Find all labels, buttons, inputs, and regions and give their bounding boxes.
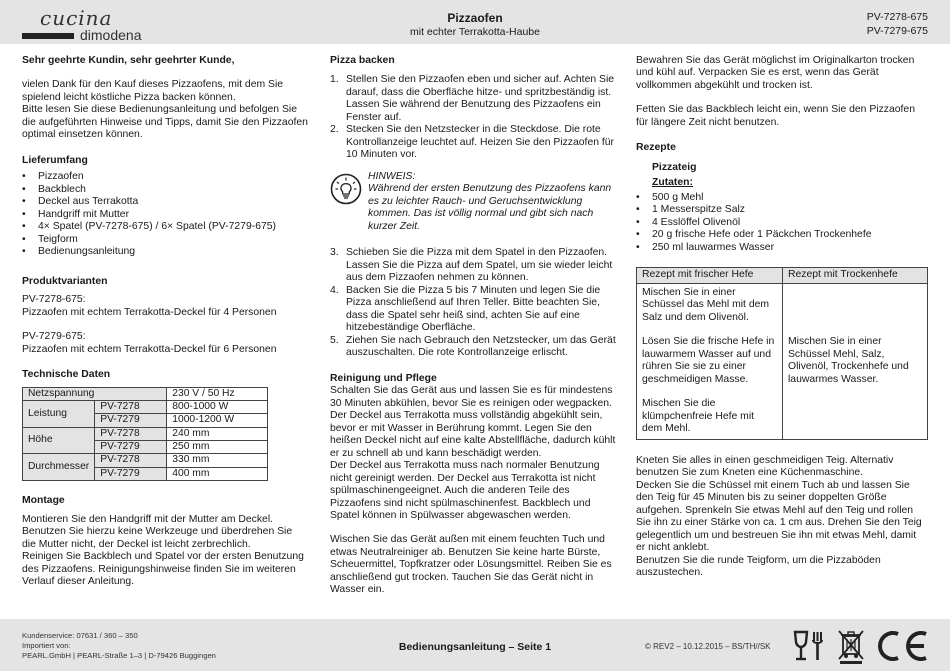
list-item: • 250 ml lauwarmes Wasser [636,242,928,254]
knead-paragraph: Decken Sie die Schüssel mit einem Tuch ab und lassen Sie den Teig für 45 Minuten bis zu seiner doppelten Größe aufgehen. Sprenkeln Sie etwas Mehl auf den Teig und rollen Sie ihn zu einer Stärke von ca. 1 cm aus. Drehen Sie den Teig gelegentlich um und bestreuen Sie ihn mit etwas Mehl, damit er nicht anklebt. [636,479,922,554]
list-item [330,74,616,124]
list-item [330,124,616,161]
ce-mark-icon [874,629,930,663]
cleaning-paragraph: Schalten Sie das Gerät aus und lassen Sie es für mindestens 30 Minuten abkühlen, bevor Sie es reinigen oder wegpacken. Der Deckel aus Terrakotta muss vollständig abgekühlt sein, bevor er mit Wasser in Berührung kommt. Legen Sie den heißen Deckel nicht auf eine kalte Abstellfläche, dadurch kühlt er zu schnell ab und kann beschädigt werden. [330,385,616,459]
table-row [23,454,268,467]
model-number: PV-7279-675 [866,24,928,37]
table-row [23,427,268,440]
knead-paragraph: Benutzen Sie die runde Teigform, um die Pizzaböden auszustechen. [636,554,881,578]
list-item: • 1 Messerspitze Salz [636,204,928,216]
list-item: • Bedienungsanleitung [22,246,308,258]
list-item: • 20 g frische Hefe oder 1 Päckchen Trockenhefe [636,229,928,241]
tech-table [22,387,268,481]
intro-paragraph: vielen Dank für den Kauf dieses Pizzaofens, mit dem Sie spielend leicht köstliche Pizza backen können. [22,79,284,103]
recipe-title: Pizzateig [652,161,697,173]
table-cell: 330 mm [167,454,268,467]
step-number: 4. [330,284,339,296]
cleaning-paragraph: Wischen Sie das Gerät außen mit einem feuchten Tuch und etwas Neutralreiniger ab. Benutzen Sie keine harte Bürste, Scheuermittel, Topfkratzer oder Lösungsmittel. Reiben Sie es anschließend gut trocken. Tauchen Sie das Gerät nicht in Wasser ein. [330,534,612,596]
hint-label: HINWEIS: [368,170,416,182]
table-header: Rezept mit frischer Hefe [637,268,783,283]
list-item: • Deckel aus Terrakotta [22,196,308,208]
list-item: • 4 Esslöffel Olivenöl [636,217,928,229]
table-cell: 800-1000 W [167,401,268,414]
table-cell: PV-7278 [95,401,167,414]
variant-description: Pizzaofen mit echtem Terrakotta-Deckel für 6 Personen [22,343,277,355]
page-label: Bedienungsanleitung – Seite 1 [398,641,552,653]
table-cell: 1000-1200 W [167,414,268,427]
table-cell: PV-7279 [95,414,167,427]
weee-bin-icon [836,628,866,664]
lightbulb-icon [330,173,362,205]
storage-paragraph: Bewahren Sie das Gerät möglichst im Originalkarton trocken und kühl auf. Verpacken Sie es erst, wenn das Gerät vollkommen abgekühlt und trocken ist. [636,55,915,91]
recipe-step: Mischen Sie in einer Schüssel Mehl, Salz, Olivenöl, Trockenhefe und lauwarmes Wasser. [788,336,909,385]
revision-info: © REV2 – 10.12.2015 – BS/TH//SK [645,642,771,651]
ingredients-list [636,192,928,254]
table-cell: 240 mm [167,427,268,440]
assembly-paragraph: Reinigen Sie Backblech und Spatel vor der ersten Benutzung des Pizzaofens. Reinigungshinweise finden Sie im weiteren Verlauf dieser Anleitung. [22,551,304,587]
customer-service: Kundenservice: 07631 / 360 – 350 [22,631,138,640]
page-header [0,0,950,44]
step-number: 1. [330,74,339,86]
tech-heading: Technische Daten [22,369,111,381]
baking-steps [330,247,616,359]
table-cell [637,283,783,439]
table-cell: PV-7279 [95,441,167,454]
table-cell [783,283,928,439]
logo-bottom-text: dimodena [80,27,142,43]
list-item: • Pizzaofen [22,171,308,183]
table-row [637,283,928,439]
knead-paragraph: Kneten Sie alles in einen geschmeidigen Teig. Alternativ benutzen Sie zum Kneten eine Küchenmaschine. [636,454,894,479]
model-number: PV-7278-675 [866,11,928,23]
baking-steps [330,74,616,161]
assembly-paragraph: Montieren Sie den Handgriff mit der Mutter am Deckel. Benutzen Sie hierzu keine Werkzeuge und überdrehen Sie die Mutter nicht, der Deckel ist leicht zerbrechlich. [22,513,293,550]
list-item: • Teigform [22,234,308,246]
column-right [636,55,928,579]
step-text: Stecken Sie den Netzstecker in die Steckdose. Die rote Kontrollanzeige leuchtet auf. Heizen Sie den Pizzaofen für 10 Minuten vor. [346,124,615,161]
variant-description: Pizzaofen mit echtem Terrakotta-Deckel für 4 Personen [22,306,277,318]
intro-paragraph: Bitte lesen Sie diese Bedienungsanleitung und befolgen Sie die aufgeführten Hinweise und Tipps, damit Sie den Pizzaofen optimal einsetzen können. [22,104,308,141]
step-number: 3. [330,247,339,259]
table-row [23,401,268,414]
list-item: • 500 g Mehl [636,192,928,204]
variant-model: PV-7278-675: [22,294,86,306]
variant-model: PV-7279-675: [22,331,86,343]
recipe-table [636,267,928,439]
table-row [23,387,268,400]
list-item [330,247,616,284]
delivery-list [22,171,308,258]
baking-heading: Pizza backen [330,55,395,66]
importer-address: PEARL.GmbH | PEARL-Straße 1–3 | D-79426 Buggingen [22,650,216,660]
food-safe-icon [792,629,828,663]
document-title: Pizzaofen [447,11,503,25]
recipe-step: Mischen Sie in einer Schüssel das Mehl mit dem Salz und dem Olivenöl. [642,286,770,323]
table-cell: 400 mm [167,467,268,480]
list-item: • Backblech [22,184,308,196]
table-cell: PV-7278 [95,427,167,440]
page-footer [0,619,950,671]
model-numbers [867,11,928,38]
step-text: Schieben Sie die Pizza mit dem Spatel in den Pizzaofen. Lassen Sie die Pizza auf dem Spatel, um sie wieder leicht aus dem Pizzaofen nehmen zu können. [346,247,613,284]
step-number: 5. [330,334,339,346]
table-cell: Leistung [23,401,95,428]
table-cell: PV-7278 [95,454,167,467]
table-cell: 230 V / 50 Hz [167,387,268,400]
ingredients-label: Zutaten: [652,177,693,189]
document-subtitle: mit echter Terrakotta-Haube [410,26,540,38]
greeting: Sehr geehrte Kundin, sehr geehrter Kunde, [22,55,235,66]
step-text: Stellen Sie den Pizzaofen eben und sicher auf. Achten Sie darauf, dass die Oberfläche hitze- und spritzbeständig ist. Lassen Sie während der Benutzung des Pizzaofens ein Fenster auf. [346,74,615,123]
delivery-heading: Lieferumfang [22,154,88,166]
hint-text: Während der ersten Benutzung des Pizzaofens kann es zu leichter Rauch- und Geruchsentwicklung kommen. Das ist völlig normal und gibt sich nach kurzer Zeit. [368,183,612,232]
logo-top-text: cucina [40,6,113,30]
table-cell: 250 mm [167,441,268,454]
recipes-heading: Rezepte [636,142,676,154]
hint-box [330,171,616,233]
importer-label: Importiert von: [22,640,71,650]
step-text: Backen Sie die Pizza 5 bis 7 Minuten und legen Sie die Pizza anschließend auf Ihren Teller. Bitte beachten Sie, dass die Spatel sehr heiß sind, achten Sie auf eine hitzebeständige Oberfläche. [346,284,601,334]
table-cell: PV-7279 [95,467,167,480]
certification-icons [792,628,930,664]
list-item: • 4× Spatel (PV-7278-675) / 6× Spatel (PV-7279-675) [22,221,308,233]
table-row [637,268,928,283]
storage-paragraph: Fetten Sie das Backblech leicht ein, wenn Sie den Pizzaofen für längere Zeit nicht benutzen. [636,104,915,128]
table-header: Rezept mit Trockenhefe [783,268,928,283]
assembly-heading: Montage [22,495,65,507]
table-cell: Durchmesser [23,454,95,481]
variants-heading: Produktvarianten [22,275,108,287]
column-left [22,55,308,588]
step-number: 2. [330,124,339,136]
list-item [330,335,616,360]
recipe-step: Lösen Sie die frische Hefe in lauwarmem Wasser auf und rühren Sie sie zu einer geschmeidigen Masse. [642,336,775,385]
step-text: Ziehen Sie nach Gebrauch den Netzstecker, um das Gerät auszuschalten. Die rote Kontrollanzeige erlischt. [346,334,616,359]
column-middle [330,55,616,597]
recipe-step: Mischen Sie die klümpchenfreie Hefe mit dem Mehl. [642,398,755,435]
cleaning-paragraph: Der Deckel aus Terrakotta muss nach normaler Benutzung nicht gereinigt werden. Der Deckel aus Terrakotta ist nicht spülmaschinengeeignet. Auch die anderen Teile des Pizzaofens sind nicht spülmaschinenfest. Backblech und Spatel können in Spülwasser abgewaschen werden. [330,460,600,521]
list-item [330,285,616,335]
table-cell: Netzspannung [23,387,167,400]
cleaning-heading: Reinigung und Pflege [330,372,437,384]
table-cell: Höhe [23,427,95,454]
list-item: • Handgriff mit Mutter [22,209,308,221]
